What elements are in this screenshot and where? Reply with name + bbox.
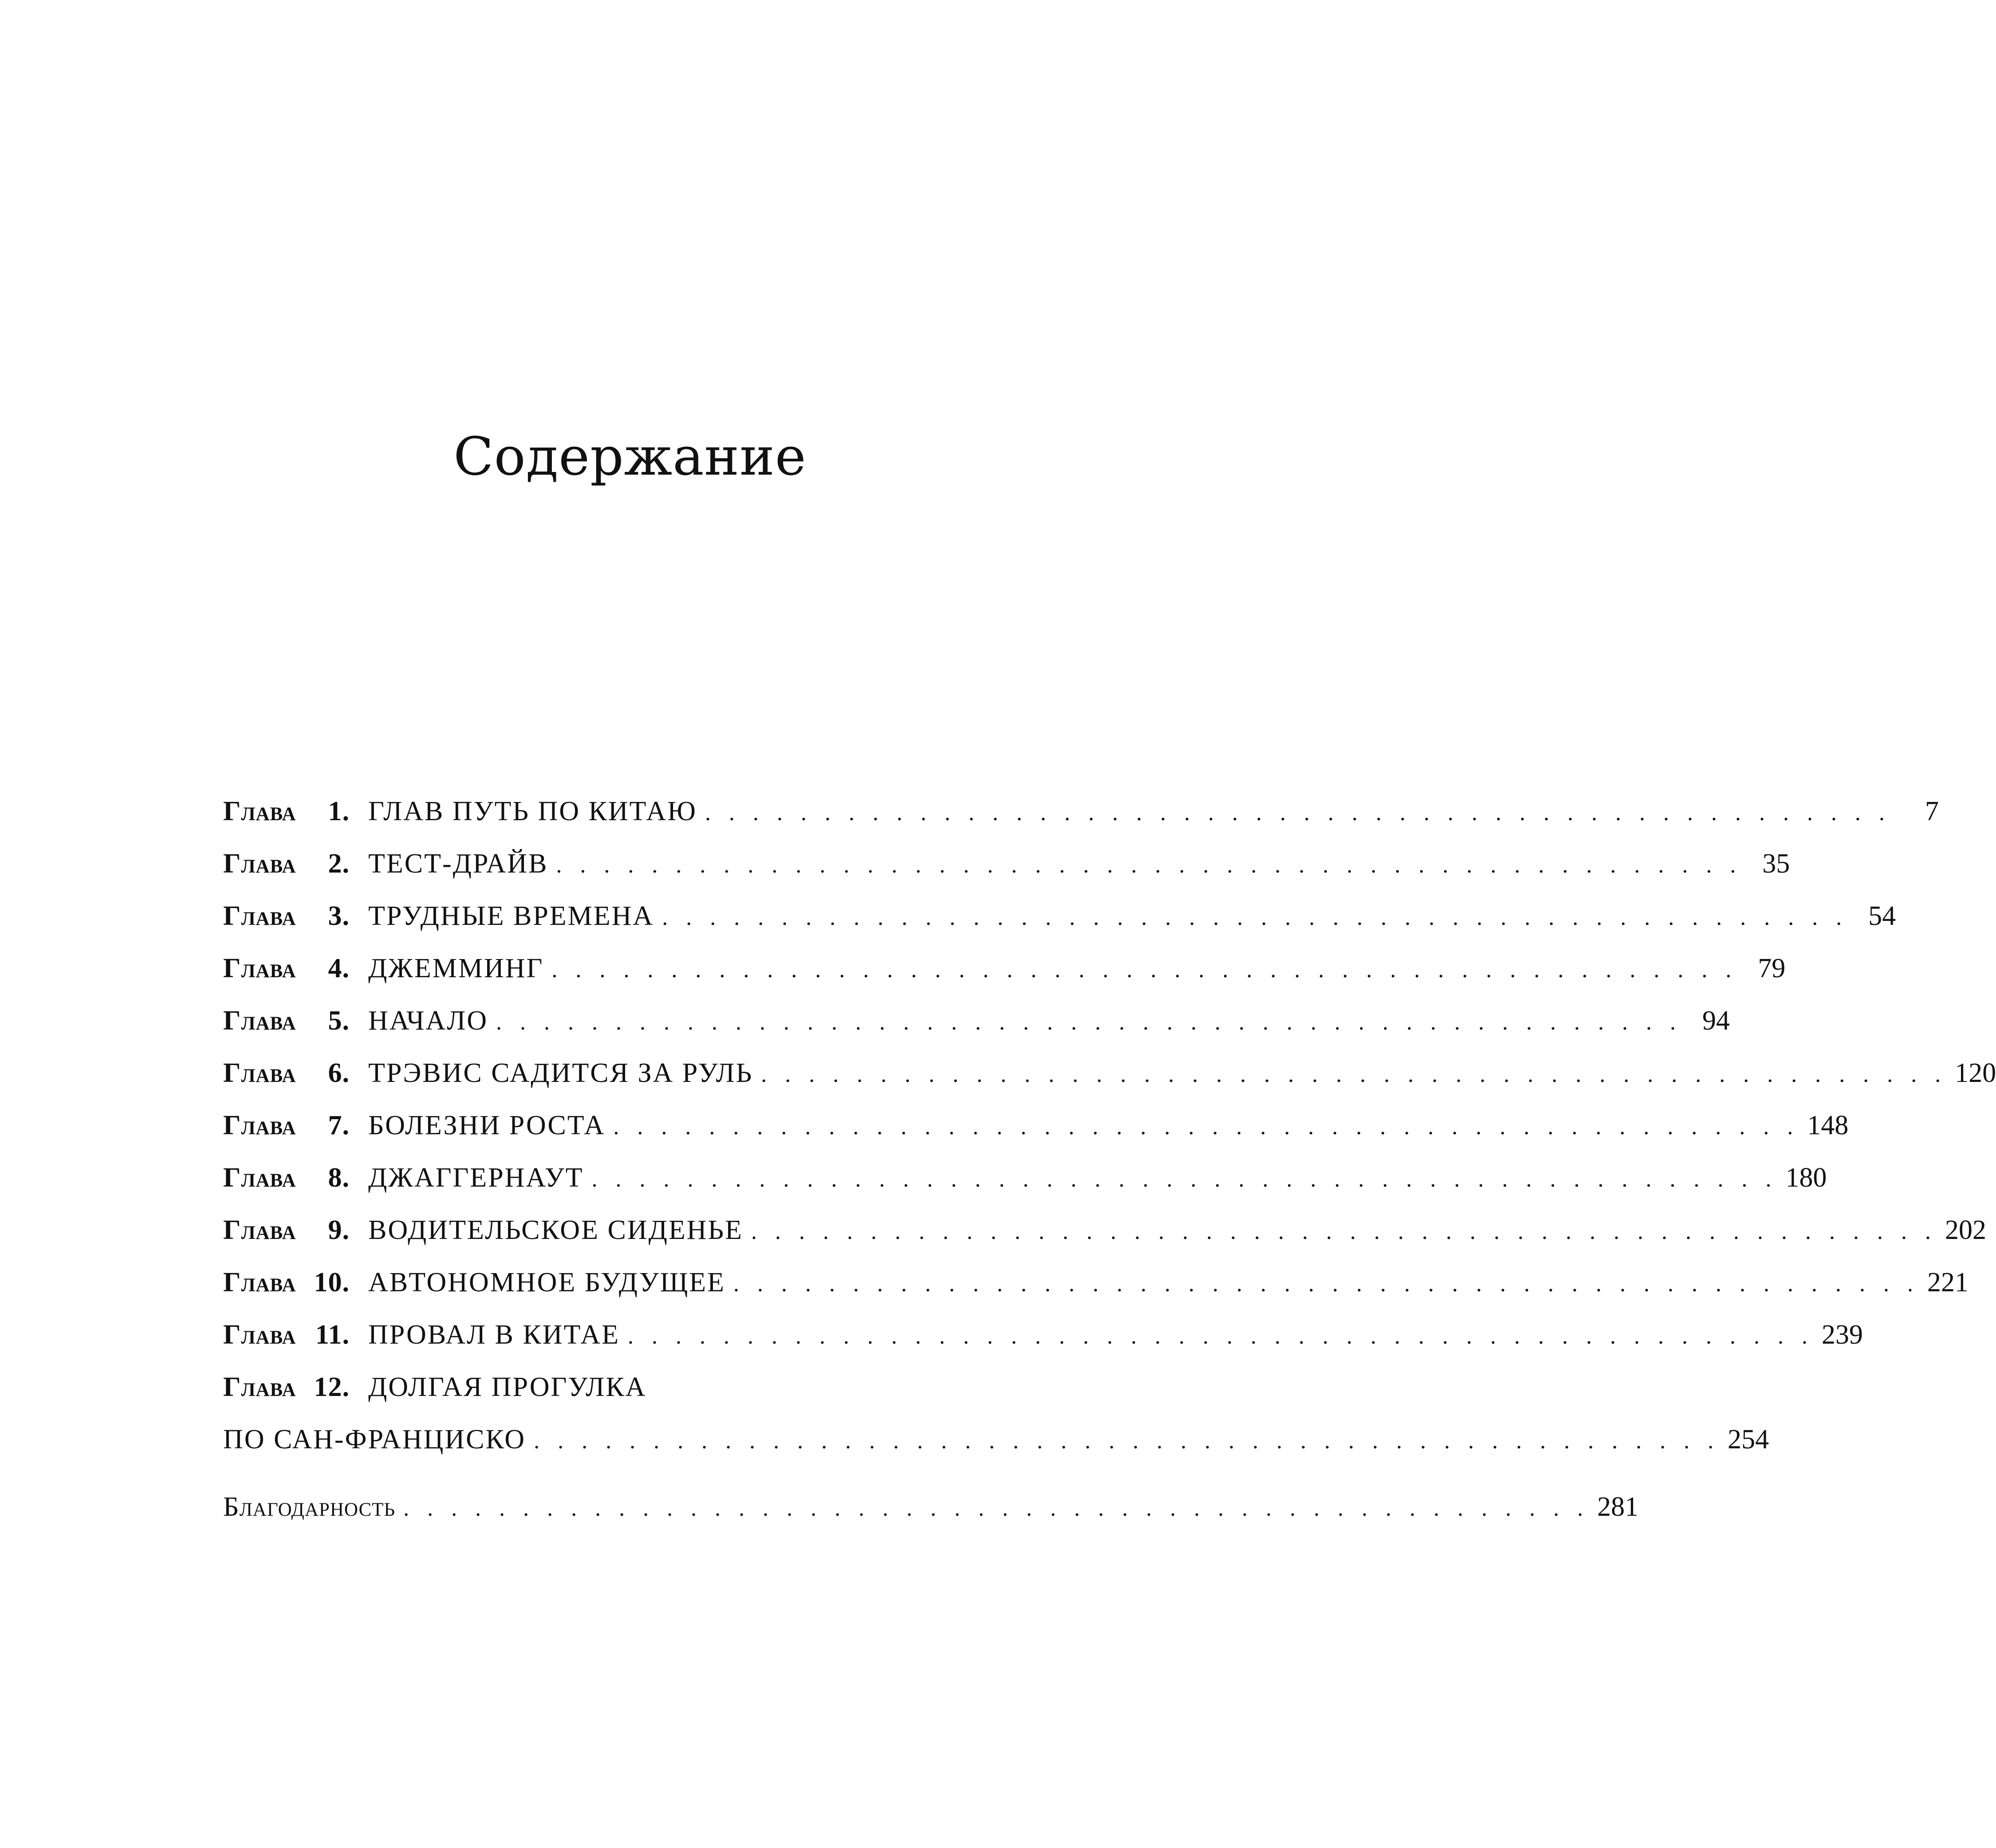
page-number: 148 bbox=[1807, 1110, 1849, 1140]
chapter-prefix: Глава 9. bbox=[223, 1215, 350, 1245]
page-number: 7 bbox=[1925, 796, 1939, 826]
toc-entry-chapter-4[interactable] bbox=[223, 942, 1786, 995]
dot-leader: . . . . . . . . . . . . . . . . . . . . . . . . . . . . . . . . . . . . . . . . . . . . . . . . . . bbox=[705, 800, 1891, 826]
page-number: 254 bbox=[1728, 1424, 1769, 1455]
dot-leader: . . . . . . . . . . . . . . . . . . . . . . . . . . . . . . . . . . . . . . . . . . . . . . . . . . bbox=[613, 1114, 1799, 1140]
dot-leader: . . . . . . . . . . . . . . . . . . . . . . . . . . . . . . . . . . . . . . . . . . . . . . . . . . bbox=[751, 1219, 1937, 1244]
chapter-title-line-2: ПО САН-ФРАНЦИСКО bbox=[223, 1424, 526, 1455]
chapter-title: ГЛАВ ПУТЬ ПО КИТАЮ bbox=[368, 796, 697, 826]
chapter-title: НАЧАЛО bbox=[368, 1006, 488, 1036]
table-of-contents bbox=[223, 785, 1996, 1533]
dot-leader: . . . . . . . . . . . . . . . . . . . . . . . . . . . . . . . . . . . . . . . . . . . . . . . . . . bbox=[662, 905, 1848, 930]
page-number: 180 bbox=[1785, 1163, 1827, 1193]
toc-entry-chapter-7[interactable] bbox=[223, 1099, 1849, 1152]
chapter-title: ТРУДНЫЕ ВРЕМЕНА bbox=[368, 901, 654, 931]
dot-leader: . . . . . . . . . . . . . . . . . . . . . . . . . . . . . . . . . . . . . . . . . . . . . . . . . . bbox=[627, 1324, 1814, 1349]
dot-leader: . . . . . . . . . . . . . . . . . . . . . . . . . . . . . . . . . . . . . . . . . . . . . . . . . . bbox=[403, 1496, 1590, 1521]
chapter-title: БОЛЕЗНИ РОСТА bbox=[368, 1110, 606, 1140]
dot-leader: . . . . . . . . . . . . . . . . . . . . . . . . . . . . . . . . . . . . . . . . . . . . . . . . . . bbox=[591, 1167, 1778, 1192]
chapter-prefix: Глава 10. bbox=[223, 1267, 350, 1298]
toc-entry-chapter-1[interactable] bbox=[223, 785, 1939, 837]
dot-leader: . . . . . . . . . . . . . . . . . . . . . . . . . . . . . . . . . . . . . . . . . . . . . . . . . . bbox=[761, 1062, 1947, 1087]
chapter-prefix: Глава 1. bbox=[223, 796, 350, 826]
chapter-title: ДЖЕММИНГ bbox=[368, 953, 544, 983]
page-number: 54 bbox=[1868, 901, 1896, 931]
toc-entry-chapter-9[interactable] bbox=[223, 1204, 1986, 1256]
chapter-title: ТРЭВИС САДИТСЯ ЗА РУЛЬ bbox=[368, 1058, 753, 1088]
chapter-title: ТЕСТ-ДРАЙВ bbox=[368, 849, 548, 879]
toc-entry-chapter-12[interactable] bbox=[223, 1361, 1769, 1466]
dot-leader: . . . . . . . . . . . . . . . . . . . . . . . . . . . . . . . . . . . . . . . . . . . . . . . . . . bbox=[496, 1010, 1682, 1035]
dot-leader: . . . . . . . . . . . . . . . . . . . . . . . . . . . . . . . . . . . . . . . . . . . . . . . . . . bbox=[551, 957, 1738, 983]
chapter-prefix: Глава 2. bbox=[223, 849, 350, 879]
page-number: 281 bbox=[1597, 1492, 1639, 1522]
toc-entry-chapter-10[interactable] bbox=[223, 1256, 1969, 1309]
page-number: 94 bbox=[1702, 1006, 1730, 1036]
chapter-title: АВТОНОМНОЕ БУДУЩЕЕ bbox=[368, 1267, 726, 1298]
acknowledgements-label: Благодарность bbox=[223, 1492, 396, 1522]
toc-entry-chapter-8[interactable] bbox=[223, 1152, 1827, 1204]
chapter-prefix: Глава 5. bbox=[223, 1006, 350, 1036]
page-number: 221 bbox=[1927, 1267, 1969, 1298]
toc-entry-chapter-2[interactable] bbox=[223, 837, 1790, 890]
page-number: 79 bbox=[1758, 953, 1786, 983]
toc-entry-chapter-5[interactable] bbox=[223, 995, 1730, 1047]
page-number: 35 bbox=[1762, 849, 1790, 879]
page-number: 202 bbox=[1945, 1215, 1986, 1245]
chapter-title: ДЖАГГЕРНАУТ bbox=[368, 1163, 584, 1193]
chapter-prefix: Глава 3. bbox=[223, 901, 350, 931]
chapter-prefix: Глава 12. bbox=[223, 1372, 350, 1402]
dot-leader: . . . . . . . . . . . . . . . . . . . . . . . . . . . . . . . . . . . . . . . . . . . . . . . . . . bbox=[733, 1271, 1920, 1297]
page-number: 120 bbox=[1955, 1058, 1996, 1088]
dot-leader: . . . . . . . . . . . . . . . . . . . . . . . . . . . . . . . . . . . . . . . . . . . . . . . . . . bbox=[534, 1428, 1720, 1454]
toc-entry-chapter-11[interactable] bbox=[223, 1309, 1863, 1361]
page-title: Содержание bbox=[453, 426, 807, 487]
toc-entry-chapter-3[interactable] bbox=[223, 890, 1896, 942]
dot-leader: . . . . . . . . . . . . . . . . . . . . . . . . . . . . . . . . . . . . . . . . . . . . . . . . . . bbox=[556, 853, 1742, 878]
chapter-prefix: Глава 11. bbox=[223, 1320, 350, 1350]
chapter-title-line-1: ДОЛГАЯ ПРОГУЛКА bbox=[368, 1372, 647, 1402]
toc-entry-acknowledgements[interactable] bbox=[223, 1481, 1639, 1533]
toc-entry-chapter-6[interactable] bbox=[223, 1047, 1996, 1099]
chapter-title: ПРОВАЛ В КИТАЕ bbox=[368, 1320, 620, 1350]
chapter-prefix: Глава 4. bbox=[223, 953, 350, 983]
chapter-title: ВОДИТЕЛЬСКОЕ СИДЕНЬЕ bbox=[368, 1215, 743, 1245]
page-number: 239 bbox=[1821, 1320, 1863, 1350]
chapter-prefix: Глава 6. bbox=[223, 1058, 350, 1088]
chapter-prefix: Глава 8. bbox=[223, 1163, 350, 1193]
chapter-prefix: Глава 7. bbox=[223, 1110, 350, 1140]
